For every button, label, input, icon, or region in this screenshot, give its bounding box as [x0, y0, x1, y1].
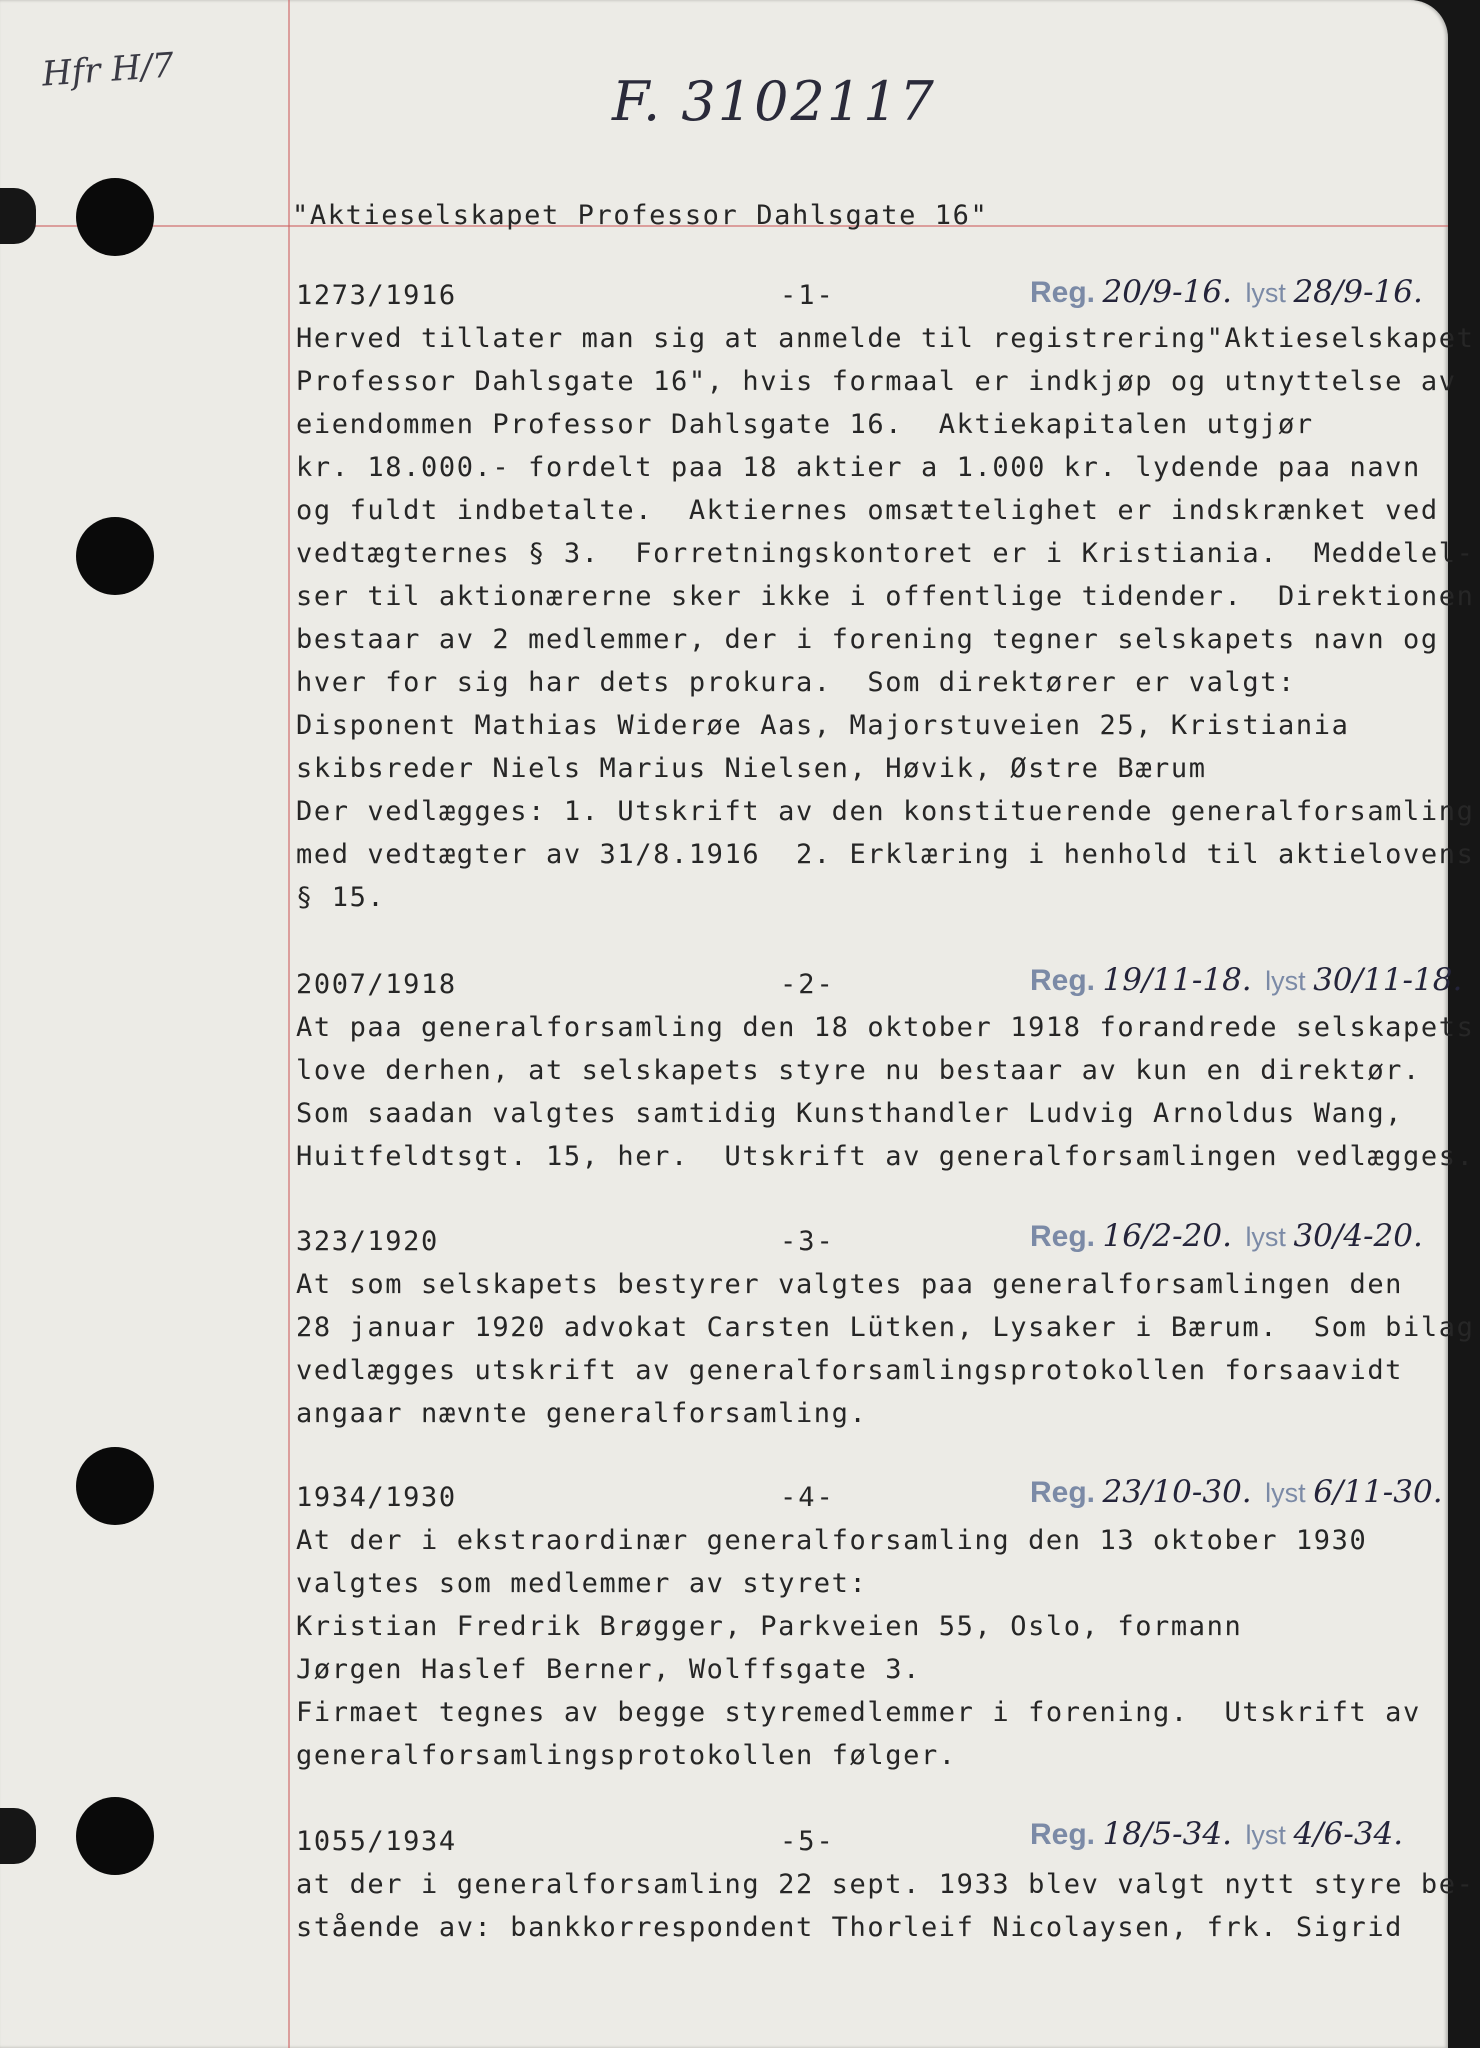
punch-hole: [76, 1447, 154, 1525]
edge-notch: [0, 188, 36, 244]
entry-text-line: stående av: bankkorrespondent Thorleif Nicolaysen, frk. Sigrid: [296, 1912, 1404, 1943]
registration-stamp: Reg. 18/5-34. lyst 4/6-34.: [1030, 1816, 1404, 1852]
entry-text-line: Kristian Fredrik Brøgger, Parkveien 55, Oslo, formann: [296, 1611, 1243, 1642]
entry-sequence: -5-: [780, 1826, 835, 1857]
entry-text-line: 28 januar 1920 advokat Carsten Lütken, Lysaker i Bærum. Som bilag: [296, 1312, 1475, 1343]
registration-stamp: Reg. 20/9-16. lyst 28/9-16.: [1030, 274, 1423, 310]
margin-rule: [288, 0, 290, 2048]
registration-stamp: Reg. 16/2-20. lyst 30/4-20.: [1030, 1218, 1423, 1254]
entry-text-line: skibsreder Niels Marius Nielsen, Høvik, Østre Bærum: [296, 753, 1207, 784]
entry-text-line: vedlægges utskrift av generalforsamlingsprotokollen forsaavidt: [296, 1355, 1404, 1386]
registration-stamp: Reg. 19/11-18. lyst 30/11-18.: [1030, 962, 1463, 998]
entry-text-line: valgtes som medlemmer av styret:: [296, 1568, 868, 1599]
entry-text-line: § 15.: [296, 882, 386, 913]
entry-text-line: Herved tillater man sig at anmelde til registrering"Aktieselskapet: [296, 323, 1475, 354]
entry-text-line: Som saadan valgtes samtidig Kunsthandler Ludvig Arnoldus Wang,: [296, 1098, 1404, 1129]
entry-sequence: -1-: [780, 280, 835, 311]
entry-text-line: vedtægternes § 3. Forretningskontoret er i Kristiania. Meddelel-: [296, 538, 1475, 569]
entry-text-line: Der vedlægges: 1. Utskrift av den konstituerende generalforsamling: [296, 796, 1475, 827]
entry-text-line: Professor Dahlsgate 16", hvis formaal er indkjøp og utnyttelse av: [296, 366, 1457, 397]
entry-text-line: med vedtægter av 31/8.1916 2. Erklæring i henhold til aktielovens: [296, 839, 1475, 870]
entry-sequence: -3-: [780, 1226, 835, 1257]
entry-number: 1055/1934: [296, 1826, 457, 1857]
entry-text-line: eiendommen Professor Dahlsgate 16. Aktiekapitalen utgjør: [296, 409, 1314, 440]
entry-number: 2007/1918: [296, 969, 457, 1000]
entry-text-line: Jørgen Haslef Berner, Wolffsgate 3.: [296, 1654, 921, 1685]
entry-text-line: Firmaet tegnes av begge styremedlemmer i forening. Utskrift av: [296, 1697, 1421, 1728]
entry-number: 1934/1930: [296, 1482, 457, 1513]
archive-reference: Hfr H/7: [40, 45, 176, 95]
punch-hole: [76, 517, 154, 595]
punch-hole: [76, 1797, 154, 1875]
entry-text-line: Huitfeldtsgt. 15, her. Utskrift av generalforsamlingen vedlægges.: [296, 1141, 1475, 1172]
entry-text-line: At paa generalforsamling den 18 oktober 1918 forandrede selskapets: [296, 1012, 1475, 1043]
punch-hole: [76, 178, 154, 256]
entry-text-line: at der i generalforsamling 22 sept. 1933 blev valgt nytt styre be-: [296, 1869, 1475, 1900]
entry-text-line: At som selskapets bestyrer valgtes paa generalforsamlingen den: [296, 1269, 1404, 1300]
entry-sequence: -4-: [780, 1482, 835, 1513]
entry-text-line: love derhen, at selskapets styre nu bestaar av kun en direktør.: [296, 1055, 1421, 1086]
edge-notch: [0, 1808, 36, 1864]
entry-text-line: angaar nævnte generalforsamling.: [296, 1398, 868, 1429]
entry-text-line: og fuldt indbetalte. Aktiernes omsættelighet er indskrænket ved: [296, 495, 1439, 526]
entry-text-line: generalforsamlingsprotokollen følger.: [296, 1740, 957, 1771]
registration-stamp: Reg. 23/10-30. lyst 6/11-30.: [1030, 1474, 1443, 1510]
entry-number: 323/1920: [296, 1226, 439, 1257]
entry-text-line: Disponent Mathias Widerøe Aas, Majorstuveien 25, Kristiania: [296, 710, 1350, 741]
company-title: "Aktieselskapet Professor Dahlsgate 16": [292, 200, 989, 231]
entry-text-line: ser til aktionærerne sker ikke i offentlige tidender. Direktionen: [296, 581, 1475, 612]
file-number: F. 3102117: [612, 70, 936, 133]
entry-number: 1273/1916: [296, 280, 457, 311]
entry-text-line: bestaar av 2 medlemmer, der i forening tegner selskapets navn og: [296, 624, 1439, 655]
entry-text-line: hver for sig har dets prokura. Som direktører er valgt:: [296, 667, 1296, 698]
entry-sequence: -2-: [780, 969, 835, 1000]
entry-text-line: At der i ekstraordinær generalforsamling den 13 oktober 1930: [296, 1525, 1368, 1556]
entry-text-line: kr. 18.000.- fordelt paa 18 aktier a 1.000 kr. lydende paa navn: [296, 452, 1421, 483]
